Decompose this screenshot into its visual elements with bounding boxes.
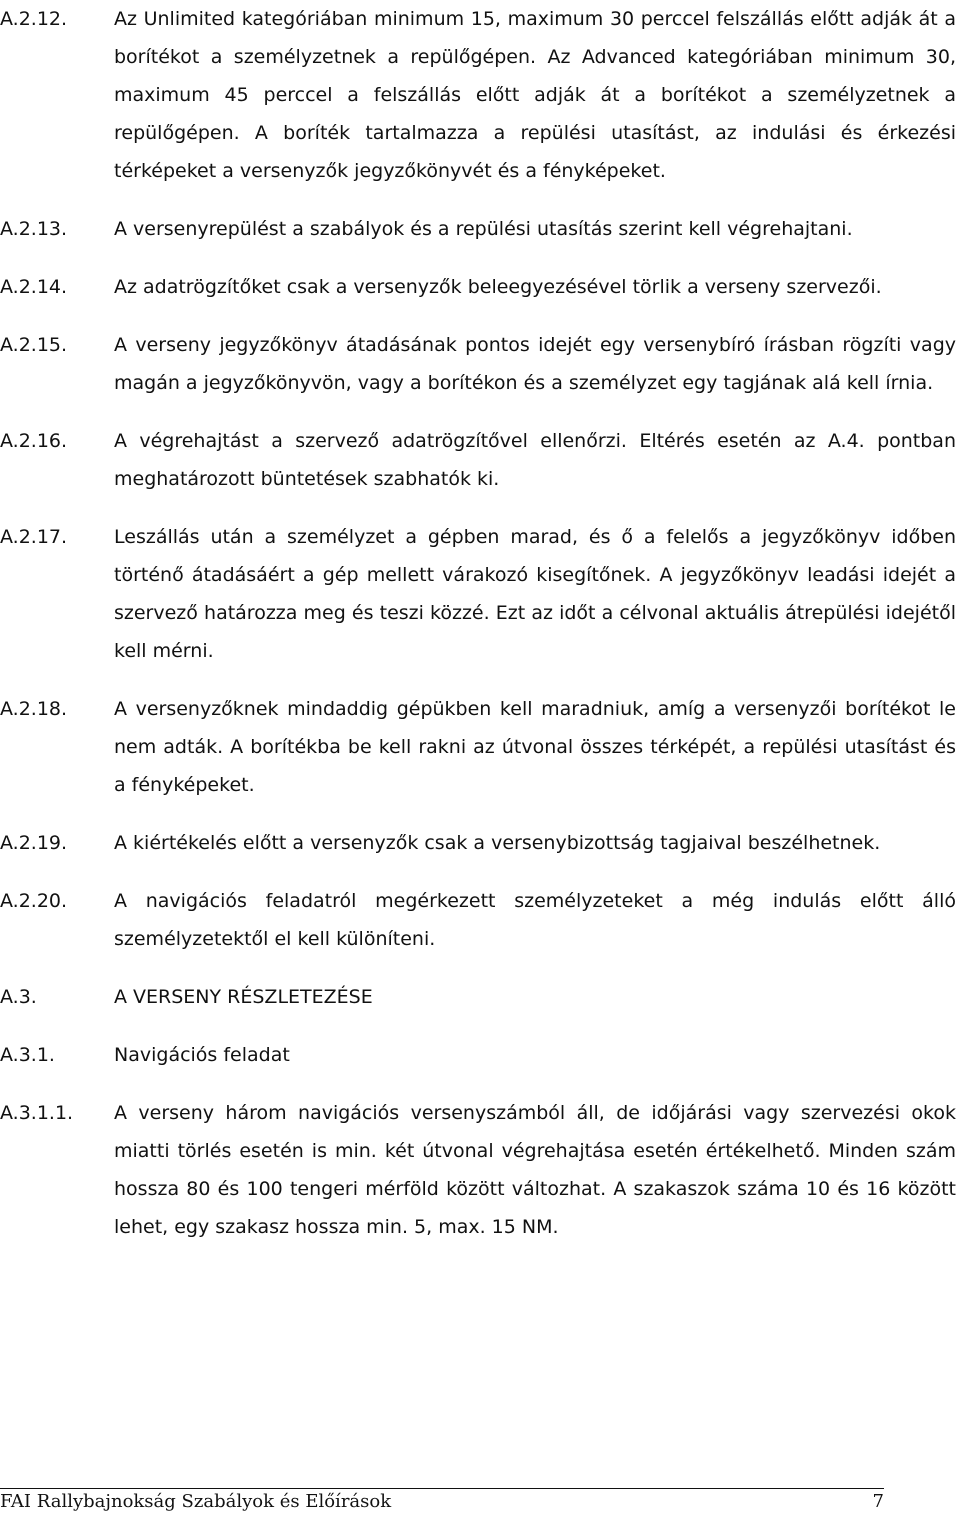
paragraph-a-2-16 — [0, 422, 960, 498]
paragraph-text: A versenyrepülést a szabályok és a repülési utasítás szerint kell végrehajtani. — [114, 218, 853, 240]
paragraph-text: Az adatrögzítőket csak a versenyzők beleegyezésével törlik a verseny szervezői. — [114, 276, 882, 298]
paragraph-text: A verseny három navigációs versenyszámból áll, de időjárási vagy szervezési okok miatti törlés esetén is min. két útvonal végrehajtása esetén értékelhető. Minden szám hossza 80 és 100 tengeri mérföld között változhat. A szakaszok száma 10 és 16 között lehet, egy szakasz hossza min. 5, max. 15 NM. — [114, 1102, 956, 1238]
paragraph-number: A.2.14. — [0, 276, 68, 298]
paragraph-a-2-12 — [0, 0, 960, 190]
paragraph-a-2-17 — [0, 518, 960, 670]
paragraph-number: A.2.20. — [0, 890, 68, 912]
paragraph-a-2-15 — [0, 326, 960, 402]
section-title: Navigációs feladat — [114, 1044, 290, 1066]
paragraph-text: A kiértékelés előtt a versenyzők csak a versenybizottság tagjaival beszélhetnek. — [114, 832, 881, 854]
paragraph-text: A navigációs feladatról megérkezett személyzeteket a még indulás előtt álló személyzetektől el kell különíteni. — [114, 890, 956, 950]
paragraph-number: A.2.16. — [0, 430, 68, 452]
footer-title: FAI Rallybajnokság Szabályok és Előírások — [0, 1491, 392, 1512]
paragraph-text: A versenyzőknek mindaddig gépükben kell maradniuk, amíg a versenyzői borítékot le nem adták. A borítékba be kell rakni az útvonal összes térképét, a repülési utasítást és a fényképeket. — [114, 698, 956, 796]
paragraph-number: A.2.15. — [0, 334, 68, 356]
page-footer — [0, 1488, 884, 1515]
section-title: A VERSENY RÉSZLETEZÉSE — [114, 986, 373, 1008]
paragraph-a-2-20 — [0, 882, 960, 958]
paragraph-text: Az Unlimited kategóriában minimum 15, maximum 30 perccel felszállás előtt adják át a borítékot a személyzetnek a repülőgépen. Az Advanced kategóriában minimum 30, maximum 45 perccel a felszállás előtt adják át a borítékot a személyzetnek a repülőgépen. A boríték tartalmazza a repülési utasítást, az indulási és érkezési térképeket a versenyzők jegyzőkönyvét és a fényképeket. — [114, 8, 956, 182]
paragraph-text: A verseny jegyzőkönyv átadásának pontos idejét egy versenybíró írásban rögzíti vagy magán a jegyzőkönyvön, vagy a borítékon és a személyzet egy tagjának alá kell írnia. — [114, 334, 956, 394]
section-heading-a-3 — [0, 978, 960, 1016]
paragraph-a-2-18 — [0, 690, 960, 804]
paragraph-a-2-19 — [0, 824, 960, 862]
section-number: A.3.1. — [0, 1044, 55, 1066]
paragraph-a-2-14 — [0, 268, 960, 306]
paragraph-a-2-13 — [0, 210, 960, 248]
section-number: A.3. — [0, 986, 37, 1008]
paragraph-text: A végrehajtást a szervező adatrögzítővel ellenőrzi. Eltérés esetén az A.4. pontban meghatározott büntetések szabhatók ki. — [114, 430, 956, 490]
paragraph-number: A.2.18. — [0, 698, 68, 720]
paragraph-number: A.2.13. — [0, 218, 68, 240]
paragraph-number: A.3.1.1. — [0, 1102, 74, 1124]
paragraph-number: A.2.12. — [0, 8, 68, 30]
page-number: 7 — [872, 1491, 884, 1512]
paragraph-text: Leszállás után a személyzet a gépben marad, és ő a felelős a jegyzőkönyv időben történő átadásáért a gép mellett várakozó kisegítőnek. A jegyzőkönyv leadási idejét a szervező határozza meg és teszi közzé. Ezt az időt a célvonal aktuális átrepülési idejétől kell mérni. — [114, 526, 956, 662]
paragraph-a-3-1-1 — [0, 1094, 960, 1246]
paragraph-number: A.2.19. — [0, 832, 68, 854]
paragraph-number: A.2.17. — [0, 526, 68, 548]
section-heading-a-3-1 — [0, 1036, 960, 1074]
